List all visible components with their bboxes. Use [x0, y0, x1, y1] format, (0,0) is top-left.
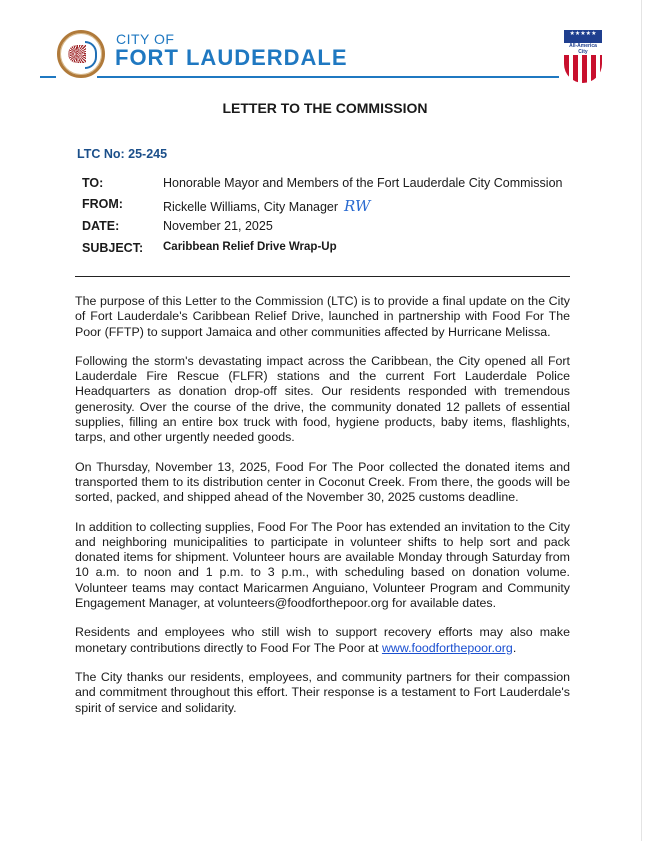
paragraph-end: .: [512, 640, 517, 655]
signature-initials: RW: [344, 197, 371, 215]
fftp-link[interactable]: www.foodforthepoor.org: [381, 640, 513, 655]
header-rule: [97, 76, 559, 78]
city-of-label: CITY OF: [116, 31, 175, 47]
badge-label: All-America City: [569, 43, 597, 55]
meta-value: Caribbean Relief Drive Wrap-Up: [163, 241, 337, 253]
meta-key: SUBJECT:: [82, 241, 144, 255]
ltc-number: LTC No: 25-245: [77, 147, 168, 161]
divider: [75, 276, 570, 277]
paragraph: Following the storm's devastating impact across the Caribbean, the City opened all Fort Lauderdale Fire Rescue (FLFR) stations and the current Fort Lauderdale Police Headquarters as donation drop-off sites. Our residents responded with tremendous generosity. Over the course of the drive, the community donated 12 pallets of essential supplies, filling an entire box truck with food, hygiene products, baby items, flashlights, tarps, and other urgently needed goods.: [75, 353, 570, 445]
paragraph-donations: [75, 625, 570, 656]
all-america-city-badge: [564, 30, 602, 80]
document-title: LETTER TO THE COMMISSION: [222, 100, 428, 116]
paragraph: The purpose of this Letter to the Commission (LTC) is to provide a final update on the City of Fort Lauderdale's Caribbean Relief Drive, launched in partnership with Food For The Poor (FFTP) to support Jamaica and other communities affected by Hurricane Melissa.: [75, 294, 570, 339]
paragraph: In addition to collecting supplies, Food For The Poor has extended an invitation to the City and neighboring municipalities to participate in volunteer shifts to help sort and pack donated items for shipment. Volunteer hours are available Monday through Saturday from 10 a.m. to noon and 1 p.m. to 3 p.m., with scheduling based on donation volume. Volunteer teams may contact Maricarmen Anguiano, Volunteer Program and Community Engagement Manager, at volunteers@foodforthepoor.org for available dates.: [75, 519, 570, 611]
letter-body: [75, 294, 570, 730]
meta-key: FROM:: [82, 197, 123, 211]
sail-icon: [85, 41, 97, 69]
badge-stripes: [564, 55, 602, 83]
page-edge: [641, 0, 642, 841]
meta-value-wrap: [163, 197, 370, 215]
meta-key: TO:: [82, 176, 104, 190]
meta-value: Rickelle Williams, City Manager: [163, 200, 339, 214]
paragraph: The City thanks our residents, employees, and community partners for their compassion and commitment throughout this effort. Their response is a testament to Fort Lauderdale's spirit of service and solidarity.: [75, 669, 570, 715]
meta-value: November 21, 2025: [163, 219, 273, 233]
paragraph: On Thursday, November 13, 2025, Food For The Poor collected the donated items and transported them to its distribution center in Coconut Creek. From there, the goods will be sorted, packed, and shipped ahead of the November 30, 2025 customs deadline.: [75, 459, 570, 505]
badge-stars: ★★★★★: [564, 30, 602, 43]
sun-icon: [68, 45, 86, 63]
meta-value: Honorable Mayor and Members of the Fort Lauderdale City Commission: [163, 176, 563, 190]
meta-key: DATE:: [82, 219, 120, 233]
header-rule-left: [40, 76, 56, 78]
city-name: FORT LAUDERDALE: [115, 45, 348, 70]
city-seal-logo: [57, 30, 105, 78]
paragraph-text: Residents and employees who still wish to support recovery efforts may also make monetary contributions directly to Food For The Poor at: [75, 625, 570, 655]
